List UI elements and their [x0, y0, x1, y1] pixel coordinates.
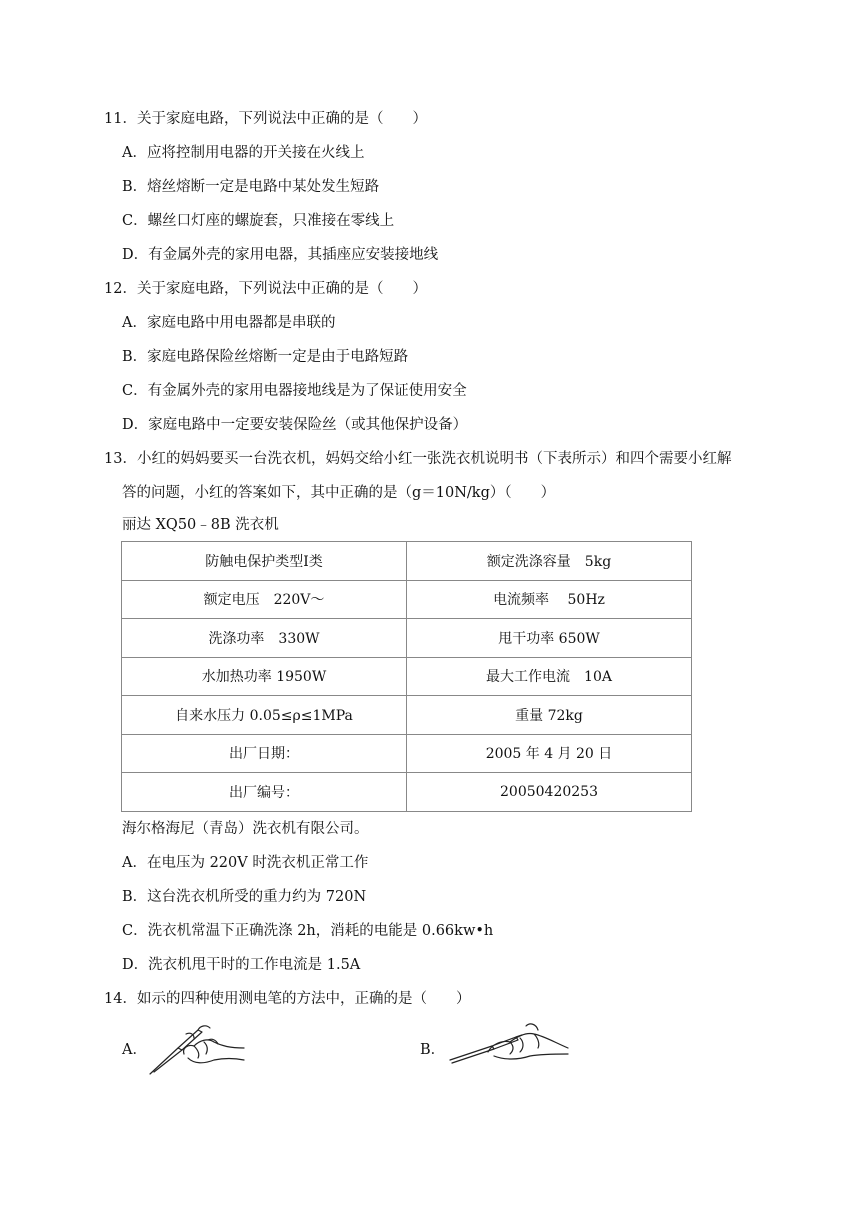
table-cell: 额定电压 220V～	[122, 580, 407, 619]
question-13-option-c: C．洗衣机常温下正确洗涤 2h，消耗的电能是 0.66kw•h	[122, 923, 494, 939]
manufacturer-note: 海尔格海尼（青岛）洗衣机有限公司。	[122, 821, 369, 837]
question-13-stem-line-2: 答的问题，小红的答案如下，其中正确的是（g＝10N/kg）（ ）	[122, 485, 556, 501]
question-14-option-b-label: B．	[420, 1042, 446, 1058]
table-cell: 出厂日期：	[122, 734, 407, 773]
table-cell: 重量 72kg	[407, 696, 692, 735]
question-13-option-d: D．洗衣机甩干时的工作电流是 1.5A	[122, 957, 361, 973]
question-14-stem: 14．如示的四种使用测电笔的方法中，正确的是（ ）	[104, 991, 471, 1007]
question-13-stem-line-1: 13．小红的妈妈要买一台洗衣机，妈妈交给小红一张洗衣机说明书（下表所示）和四个需要小红解	[104, 451, 732, 467]
test-pen-hand-a-figure	[148, 1018, 248, 1078]
question-13-option-b: B．这台洗衣机所受的重力约为 720N	[122, 889, 367, 905]
table-row	[122, 619, 692, 658]
question-13-option-a: A．在电压为 220V 时洗衣机正常工作	[122, 855, 369, 871]
table-row	[122, 542, 692, 581]
table-row	[122, 696, 692, 735]
question-12-option-b: B．家庭电路保险丝熔断一定是由于电路短路	[122, 349, 409, 365]
table-cell: 出厂编号：	[122, 773, 407, 812]
table-cell: 20050420253	[407, 773, 692, 812]
question-12-option-a: A．家庭电路中用电器都是串联的	[122, 315, 336, 331]
table-row	[122, 734, 692, 773]
table-row	[122, 773, 692, 812]
question-14-option-a-label: A．	[122, 1042, 147, 1058]
question-12-stem: 12．关于家庭电路，下列说法中正确的是（ ）	[104, 281, 427, 297]
table-cell: 水加热功率 1950W	[122, 657, 407, 696]
table-row	[122, 657, 692, 696]
table-cell: 防触电保护类型Ⅰ类	[122, 542, 407, 581]
question-11-option-c: C．螺丝口灯座的螺旋套，只准接在零线上	[122, 213, 395, 229]
question-12-option-d: D．家庭电路中一定要安装保险丝（或其他保护设备）	[122, 417, 468, 433]
table-cell: 自来水压力 0.05≤ρ≤1MPa	[122, 696, 407, 735]
table-cell: 甩干功率 650W	[407, 619, 692, 658]
test-pen-hand-b-figure	[448, 1018, 572, 1068]
question-11-option-b: B．熔丝熔断一定是电路中某处发生短路	[122, 179, 380, 195]
table-cell: 2005 年 4 月 20 日	[407, 734, 692, 773]
question-11-stem: 11．关于家庭电路，下列说法中正确的是（ ）	[104, 111, 427, 127]
question-11-option-a: A．应将控制用电器的开关接在火线上	[122, 145, 365, 161]
spec-table	[121, 541, 692, 812]
table-cell: 额定洗涤容量 5kg	[407, 542, 692, 581]
table-row	[122, 580, 692, 619]
spec-table-title: 丽达 XQ50﹣8B 洗衣机	[122, 517, 279, 533]
question-11-option-d: D．有金属外壳的家用电器，其插座应安装接地线	[122, 247, 439, 263]
table-cell: 洗涤功率 330W	[122, 619, 407, 658]
question-12-option-c: C．有金属外壳的家用电器接地线是为了保证使用安全	[122, 383, 467, 399]
table-cell: 电流频率 50Hz	[407, 580, 692, 619]
table-cell: 最大工作电流 10A	[407, 657, 692, 696]
